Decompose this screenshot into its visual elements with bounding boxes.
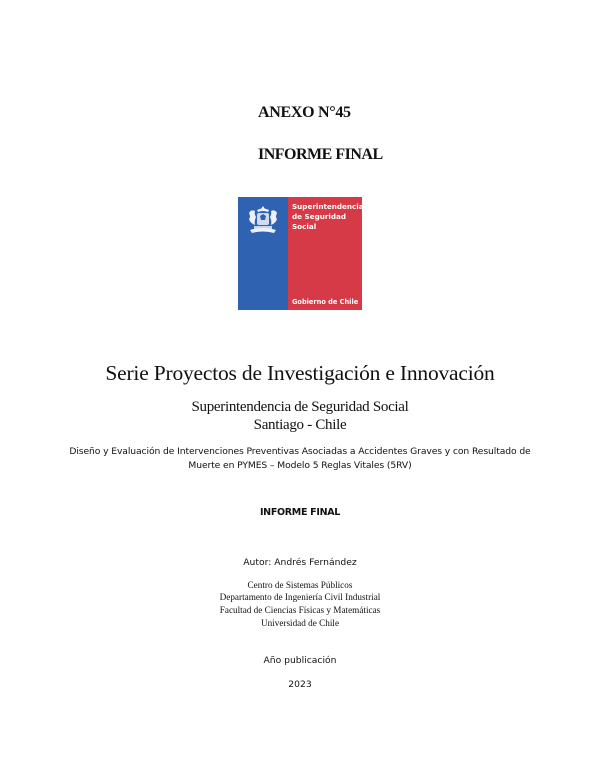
project-description-line-1: Diseño y Evaluación de Intervenciones Preventivas Asociadas a Accidentes Graves y con Resultado de [69,446,531,457]
publication-year-label: Año publicación [263,655,337,666]
logo-line-2: de Seguridad [292,212,346,221]
annex-number: ANEXO N°45 [258,104,351,121]
logo-government: Gobierno de Chile [292,298,359,306]
report-label: INFORME FINAL [259,507,341,518]
logo-line-3: Social [292,222,317,231]
logo-blue-panel [238,197,288,310]
institution-logo [238,197,362,310]
institution-name: Superintendencia de Seguridad Social [191,399,409,415]
publication-year: 2023 [288,679,312,690]
affiliation-center: Centro de Sistemas Públicos [247,580,353,590]
chile-coat-of-arms-icon [244,203,282,239]
affiliation-department: Departamento de Ingeniería Civil Industrial [219,592,381,602]
series-title: Serie Proyectos de Investigación e Innovación [105,361,495,385]
logo-line-1: Superintendencia [292,202,364,211]
affiliation-university: Universidad de Chile [260,618,340,628]
project-description-line-2: Muerte en PYMES – Modelo 5 Reglas Vitales (5RV) [188,460,412,471]
affiliation-faculty: Facultad de Ciencias Físicas y Matemáticas [219,605,381,615]
report-type-heading: INFORME FINAL [258,146,383,163]
location: Santiago - Chile [253,417,347,433]
logo-institution-name [292,202,364,232]
logo-red-panel [288,197,362,310]
author: Autor: Andrés Fernández [243,557,357,568]
